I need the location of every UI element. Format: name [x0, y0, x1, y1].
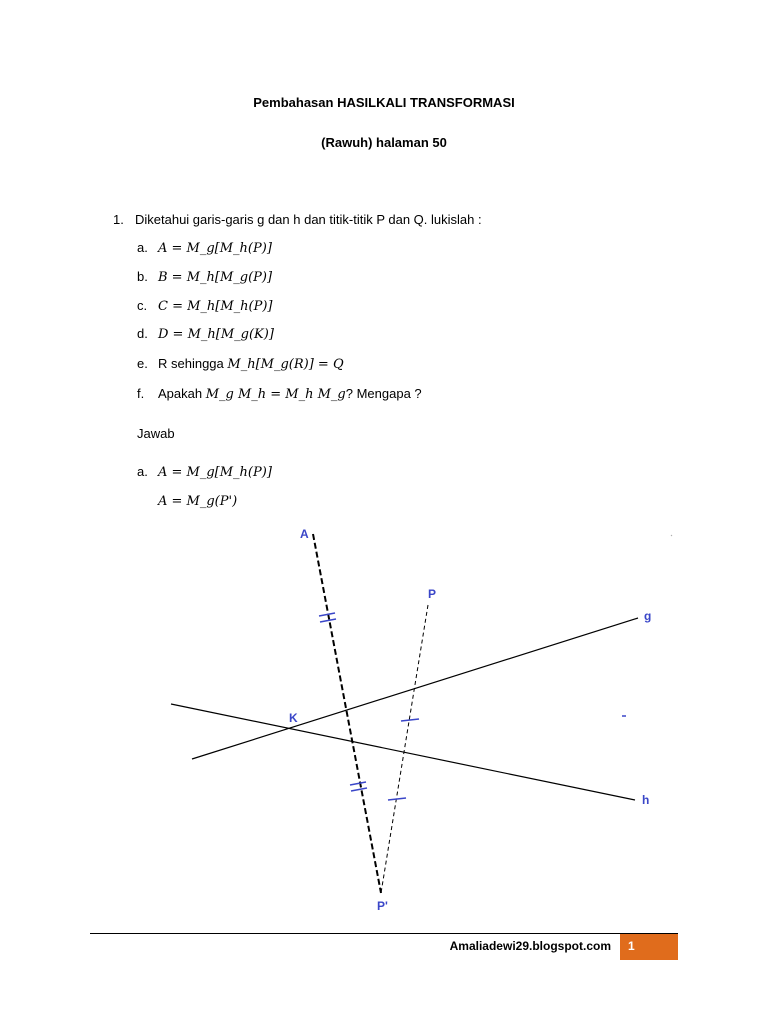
segment-a-pprime	[313, 534, 381, 893]
item-label: c.	[137, 298, 148, 313]
label-h: h	[642, 793, 650, 807]
item-label: f.	[137, 386, 145, 401]
item-label: b.	[137, 269, 148, 284]
item-math: D = M_h[M_g(K)]	[158, 327, 274, 342]
item-prefix: Apakah	[158, 386, 206, 401]
answer-item	[137, 464, 272, 480]
answer-label: a.	[137, 464, 148, 479]
footer-site: Amaliadewi29.blogspot.com	[449, 939, 611, 953]
page-title: Pembahasan HASILKALI TRANSFORMASI	[253, 95, 515, 110]
question-number: 1.	[113, 212, 124, 227]
list-item	[137, 269, 272, 285]
answer-line-2: A = M_g(P')	[158, 494, 238, 509]
single-tick-upper	[401, 719, 419, 721]
geometry-figure	[160, 520, 690, 915]
list-item	[137, 298, 273, 314]
double-tick-upper	[319, 613, 336, 622]
label-a: A	[300, 527, 309, 541]
item-label: a.	[137, 240, 148, 255]
list-item	[137, 386, 422, 402]
answer-heading: Jawab	[137, 426, 175, 441]
list-item	[137, 326, 274, 342]
label-k: K	[289, 711, 298, 725]
list-item	[137, 356, 344, 372]
label-p-prime: P'	[377, 899, 388, 913]
item-prefix: R sehingga	[158, 356, 228, 371]
item-math: B = M_h[M_g(P)]	[158, 270, 273, 285]
item-math: M_g M_h = M_h M_g	[205, 387, 346, 402]
item-math: C = M_h[M_h(P)]	[158, 299, 273, 314]
item-label: e.	[137, 356, 148, 371]
single-tick-lower	[388, 798, 406, 800]
question-text: Diketahui garis-garis g dan h dan titik-titik P dan Q. lukislah :	[135, 212, 482, 227]
stray-dot	[671, 535, 672, 536]
double-tick-lower	[350, 782, 367, 791]
line-g	[192, 618, 638, 759]
list-item	[137, 240, 272, 256]
item-suffix: ? Mengapa ?	[345, 386, 422, 401]
item-math: M_h[M_g(R)] = Q	[227, 357, 344, 372]
page-subtitle: (Rawuh) halaman 50	[321, 135, 447, 150]
page-number-badge: 1	[620, 934, 678, 960]
line-h	[171, 704, 635, 800]
answer-line-2-row	[158, 493, 237, 509]
label-p: P	[428, 587, 437, 601]
answer-line-1: A = M_g[M_h(P)]	[158, 465, 272, 480]
footer-divider	[90, 933, 678, 934]
item-label: d.	[137, 326, 148, 341]
question-1	[113, 212, 482, 227]
label-g: g	[644, 609, 652, 623]
item-math: A = M_g[M_h(P)]	[158, 241, 272, 256]
